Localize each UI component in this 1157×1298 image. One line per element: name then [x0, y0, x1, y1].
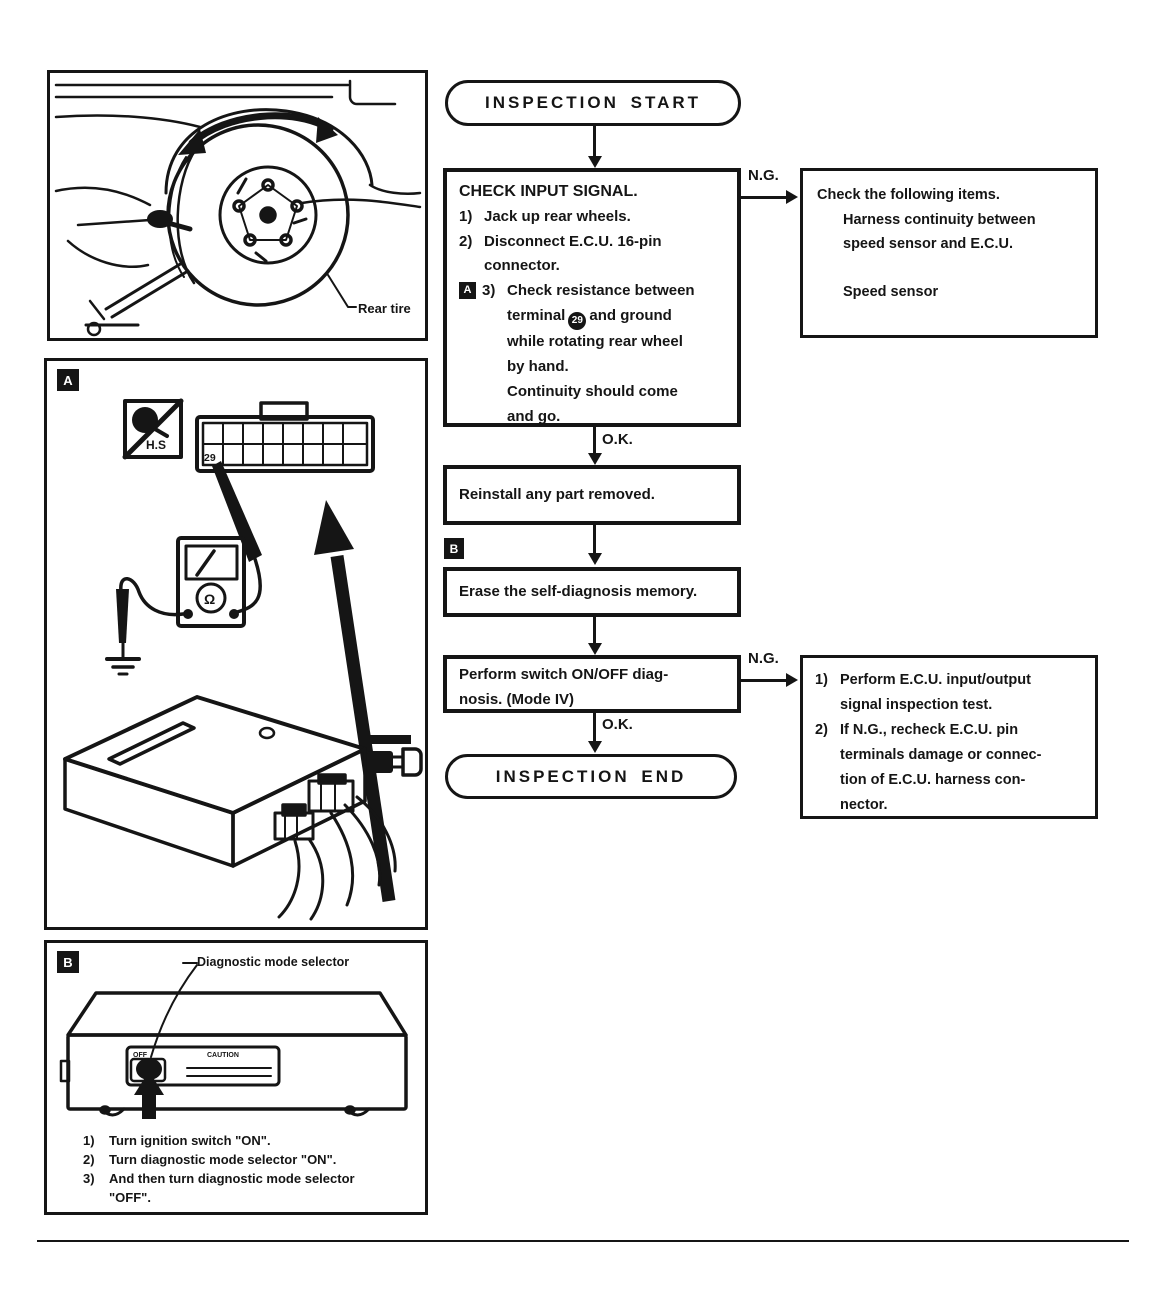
- inspection-start-node: [445, 80, 741, 126]
- arrow-check-to-items: [741, 196, 787, 199]
- item-number: 1): [83, 1133, 95, 1148]
- step-number: 1): [459, 207, 473, 225]
- ok-label-2: O.K.: [602, 716, 633, 733]
- reinstall-label: Reinstall any part removed.: [459, 485, 655, 503]
- mode-line: Perform switch ON/OFF diag-: [459, 666, 669, 683]
- step-text: connector.: [484, 257, 560, 275]
- step-line: terminal: [507, 306, 566, 324]
- check-note: Continuity should come: [507, 382, 678, 400]
- item-number: 3): [83, 1171, 95, 1186]
- ecu-step: [815, 668, 1089, 718]
- step-line: terminals damage or connec-: [840, 747, 1042, 763]
- step-number: 2): [459, 232, 473, 250]
- items-line: Harness continuity between: [843, 211, 1036, 228]
- step-text: Jack up rear wheels.: [484, 207, 631, 225]
- item-number: 2): [83, 1152, 95, 1167]
- ohm-symbol: Ω: [204, 591, 216, 607]
- check-input-signal-node: [443, 168, 741, 427]
- arrow-erase-to-mode: [593, 617, 596, 645]
- arrowhead: [786, 673, 798, 687]
- selector-leader-line: [151, 963, 197, 1057]
- figure-a-badge: [57, 369, 79, 391]
- step-line: while rotating rear wheel: [507, 333, 683, 351]
- step-line: If N.G., recheck E.C.U. pin: [840, 722, 1019, 738]
- arrow-start-to-check: [593, 126, 596, 158]
- multimeter-icon: [178, 538, 244, 626]
- item-text: Turn diagnostic mode selector "ON".: [109, 1152, 337, 1167]
- rear-tire-illustration: [50, 73, 425, 338]
- flow-b-badge: [444, 538, 464, 559]
- instruction-item: [83, 1150, 389, 1169]
- flow-b-badge-letter: B: [449, 541, 459, 556]
- diagnostic-mode-selector-label: Diagnostic mode selector: [197, 955, 350, 969]
- step-number: 2): [815, 722, 828, 738]
- panel-caution-label: CAUTION: [207, 1052, 239, 1059]
- mode-line: nosis. (Mode IV): [459, 690, 575, 708]
- check-note: and go.: [507, 407, 561, 425]
- terminal-29-circle: 29: [568, 312, 586, 330]
- step-number: 3): [482, 282, 496, 300]
- rear-tire-leader-line: [328, 275, 356, 307]
- pointer-arrow: [314, 500, 389, 901]
- rear-tire-label: Rear tire: [358, 301, 411, 316]
- rotation-arrow: [178, 116, 338, 155]
- panel-off-label: OFF: [133, 1052, 147, 1059]
- reinstall-node: [443, 465, 741, 525]
- arrowhead: [588, 643, 602, 655]
- figure-b: [44, 940, 428, 1215]
- check-items-node: [800, 168, 1098, 338]
- erase-memory-node: [443, 567, 741, 617]
- figure-rear-tire: [47, 70, 428, 341]
- step-line: by hand.: [507, 358, 569, 376]
- step-line: signal inspection test.: [840, 697, 993, 713]
- arrow-mode-to-end: [593, 713, 596, 743]
- figure-a-badge-letter: A: [63, 372, 73, 388]
- ecu-step: [815, 718, 1089, 818]
- step-line: tion of E.C.U. harness con-: [840, 772, 1026, 788]
- hs-disconnect-icon: [125, 401, 181, 457]
- pin-29-label: 29: [204, 452, 216, 464]
- step-text: [507, 279, 695, 429]
- axle-and-jack: [86, 210, 190, 335]
- items-line: Check the following items.: [817, 187, 1000, 203]
- step-a-badge: A: [459, 282, 476, 299]
- ok-label-1: O.K.: [602, 431, 633, 448]
- check-step-1: [459, 205, 727, 230]
- inspection-start-label: INSPECTION START: [484, 93, 702, 112]
- arrow-mode-to-ecu: [741, 679, 787, 682]
- step-text: Disconnect E.C.U. 16-pin: [484, 232, 662, 250]
- items-line: speed sensor and E.C.U.: [843, 236, 1014, 252]
- figure-a: [44, 358, 428, 930]
- check-step-2: [459, 230, 727, 280]
- instruction-item: [83, 1131, 389, 1150]
- step-line: nector.: [840, 797, 888, 813]
- item-text: Turn ignition switch "ON".: [109, 1133, 271, 1148]
- step-line: Perform E.C.U. input/output: [840, 672, 1031, 688]
- arrowhead: [588, 156, 602, 168]
- arrowhead: [588, 741, 602, 753]
- underbody-lines: [56, 81, 420, 267]
- item-text: And then turn diagnostic mode selector "OFF".: [109, 1171, 355, 1205]
- ecu-unit: [65, 697, 365, 866]
- check-step-3: [459, 279, 727, 429]
- ng-label-1: N.G.: [748, 167, 779, 184]
- arrowhead: [786, 190, 798, 204]
- arrow-reinstall-to-erase: [593, 525, 596, 555]
- ecu-recheck-node: [800, 655, 1098, 819]
- ecu-16pin-connector: [197, 403, 373, 471]
- ground-probe: [107, 579, 183, 674]
- step-line: and ground: [589, 306, 672, 324]
- mode-iv-node: [443, 655, 741, 713]
- erase-label: Erase the self-diagnosis memory.: [459, 582, 698, 600]
- inspection-end-node: [445, 754, 737, 799]
- hs-icon-label: H.S: [146, 438, 167, 452]
- step-number: 1): [815, 672, 828, 688]
- check-title: CHECK INPUT SIGNAL.: [459, 183, 638, 200]
- page-bottom-rule: [37, 1240, 1129, 1242]
- disconnect-icon: [367, 735, 421, 775]
- arrow-check-to-reinstall: [593, 427, 596, 455]
- arrowhead: [588, 453, 602, 465]
- instruction-item: [83, 1169, 389, 1207]
- step-line: Check resistance between: [507, 282, 695, 300]
- items-line: Speed sensor: [843, 283, 939, 300]
- figure-b-instructions: [83, 1131, 389, 1207]
- figure-a-illustration: [47, 361, 425, 927]
- arrowhead: [588, 553, 602, 565]
- figure-b-badge-letter: B: [63, 954, 73, 970]
- ng-label-2: N.G.: [748, 650, 779, 667]
- inspection-end-label: INSPECTION END: [495, 766, 687, 786]
